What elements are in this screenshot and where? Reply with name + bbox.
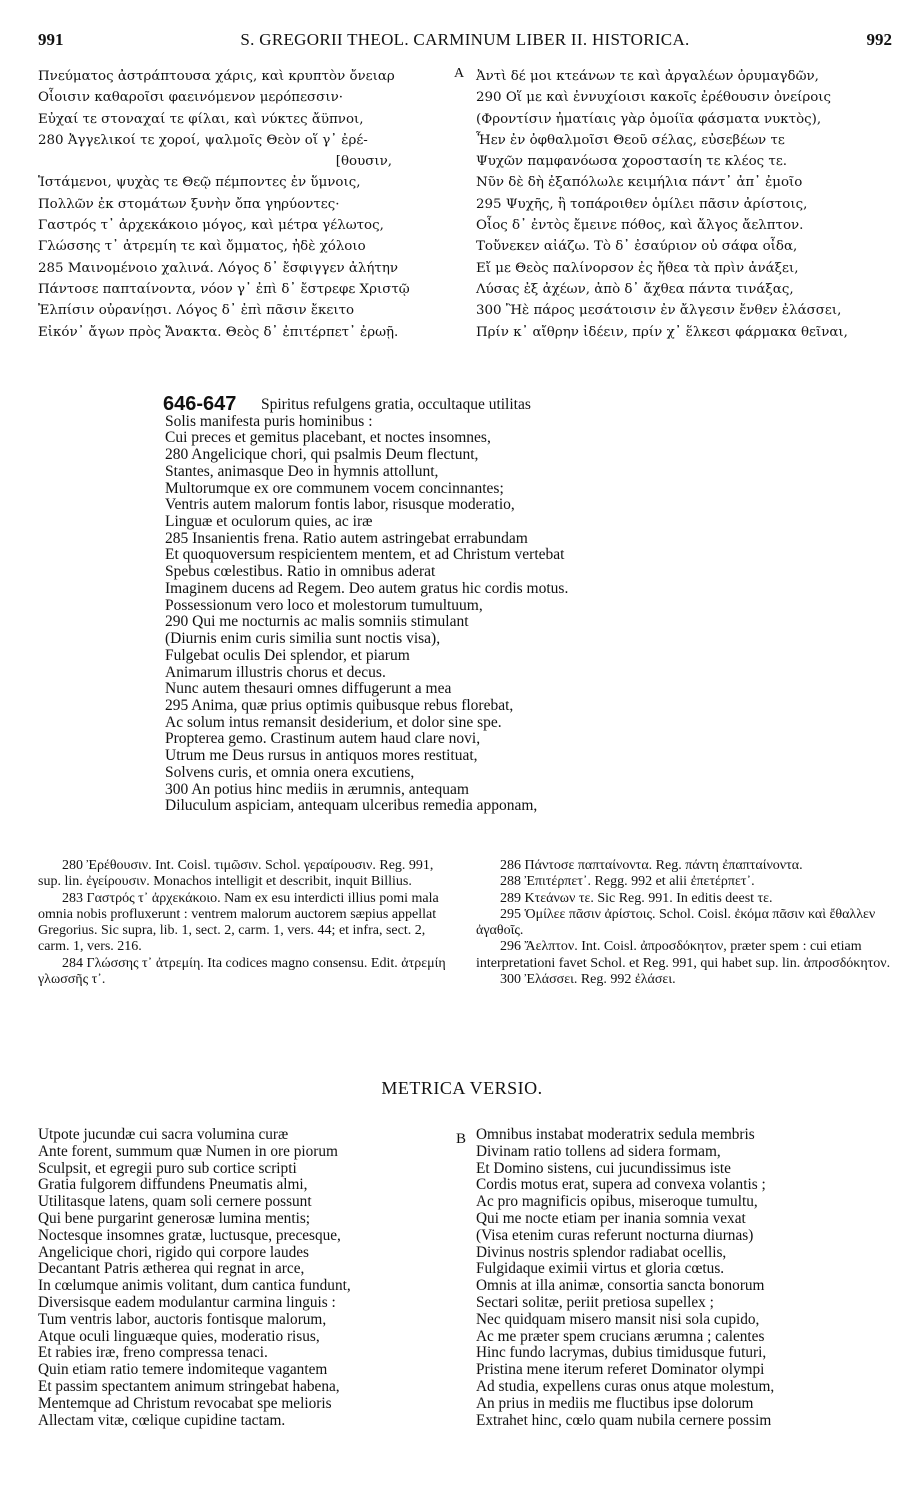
greek-line: Πνεύματος ἀστράπτουσα χάρις, καὶ κρυπτὸν ὄνειαρ: [38, 69, 395, 84]
verse-line: Sectari solitæ, periit pretiosa supellex ;: [476, 1293, 714, 1311]
greek-line: [θουσιν,: [335, 154, 392, 170]
greek-line: 280 Ἀγγελικοί τε χοροί, ψαλμοῖς Θεὸν οἵ γ᾽ ἐρέ-: [38, 132, 368, 148]
verse-line: Ac pro magnificis opibus, miseroque tumultu,: [476, 1193, 758, 1211]
latin-line: Cui preces et gemitus placebant, et noctes insomnes,: [165, 429, 491, 447]
footnote: 286 Πάντοσε παπταίνοντα. Reg. πάντη ἐπαπταίνοντα.: [500, 858, 803, 873]
greek-line: 285 Μαινομένοιο χαλινά. Λόγος δ᾽ ἔσφιγγεν ἀλήτην: [38, 260, 399, 276]
greek-line: Ἦεν ἐν ὀφθαλμοῖσι Θεοῦ σέλας, εὐσεβέων τε: [476, 132, 785, 148]
verse-line: Noctesque insomnes gratæ, luctusque, precesque,: [38, 1226, 341, 1244]
verse-line: Extrahet hinc, cœlo quam nubila cernere possim: [476, 1411, 772, 1429]
verse-line: Nec quidquam misero mansit nisi sola cupido,: [476, 1310, 760, 1328]
verse-line: Utilitasque latens, quam soli cernere possunt: [38, 1193, 312, 1211]
verse-line: Utpote jucundæ cui sacra volumina curæ: [38, 1126, 289, 1143]
verse-line: Divinus nostris splendor radiabat ocellis,: [476, 1243, 727, 1261]
running-title: S. GREGORII THEOL. CARMINUM LIBER II. HISTORICA.: [240, 30, 690, 49]
latin-line: 280 Angelicique chori, qui psalmis Deum flectunt,: [165, 446, 479, 464]
greek-line: 295 Ψυχῆς, ἣ τοπάροιθεν ὁμίλει πᾶσιν ἀρίστοις,: [476, 196, 808, 212]
verse-line: Decantant Patris æthereа qui regnat in arce,: [38, 1260, 305, 1278]
latin-line: 290 Qui me nocturnis ac malis somniis stimulant: [165, 613, 469, 631]
footnote: 280 Ἐρέθουσιν. Int. Coisl. τιμῶσιν. Schol. γεραίρουσιν. Reg. 991, sup. lin. ἐγείρουσιν. Monachos intelligit et describit, inquit Billius.: [38, 858, 434, 890]
latin-line: Fulgebat oculis Dei splendor, et piarum: [165, 646, 410, 664]
greek-line: Ἐλπίσιν οὐρανίῃσι. Λόγος δ᾽ ἐπὶ πᾶσιν ἔκειτο: [38, 303, 355, 319]
latin-line: 285 Insanientis frena. Ratio autem astringebat errabundam: [165, 529, 528, 547]
footnote: 296 Ἄελπτον. Int. Coisl. ἀπροσδόκητον, præter spem : cui etiam interpretationi favet Schol. et Reg. 991, qui habet sup. lin. ἀπροσδόκητον.: [476, 939, 891, 971]
footnote: 295 Ὁμίλεε πᾶσιν ἀρίστοις. Schol. Coisl. ἐκόμα πᾶσιν καὶ ἔθαλλεν ἀγαθοῖς.: [476, 906, 876, 939]
verse-line: Ad studia, expellens curas onus atque molestum,: [476, 1377, 775, 1395]
latin-line: Spebus cœlestibus. Ratio in omnibus aderat: [165, 563, 436, 581]
latin-line: Imaginem ducens ad Regem. Deo autem gratus hic cordis motus.: [165, 579, 569, 597]
latin-line: Propterea gemo. Crastinum autem haud clare novi,: [165, 730, 481, 748]
verse-line: Gratia fulgorem diffundens Pneumatis almi,: [38, 1176, 308, 1194]
greek-line: Οἶος δ᾽ ἐντὸς ἔμεινε πόθος, καὶ ἄλγος ἄελπτον.: [476, 218, 804, 234]
greek-line: 300 Ἢὲ πάρος μεσάτοισιν ἐν ἄλγεσιν ἔνθεν ἐλάσσει,: [476, 303, 842, 319]
greek-line: (Φροντίσιν ἠματίαις γὰρ ὁμοίϊα φάσματα νυκτὸς),: [476, 111, 822, 127]
verse-line: Sculpsit, et egregii puro sub cortice scripti: [38, 1159, 297, 1177]
footnote: 283 Γαστρός τ᾽ ἀρχεκάκοιο. Nam ex esu interdicti illius pomi mala omnia nobis profluxerunt : ventrem malorum auctorem sæpius appellat Gregorius. Sic supra, lib. 1, sect. 2, carm. 1, vers. 44; et infra, sect. 2, carm. 1, vers. 216.: [38, 890, 439, 955]
greek-text-right-column: [476, 66, 896, 343]
greek-line: 290 Οἵ με καὶ ἐννυχίοισι κακοῖς ἐρέθουσιν ὀνείροις: [476, 90, 832, 106]
latin-translation: [165, 397, 665, 815]
verse-line: An prius in mediis me fluctibus ipse dolorum: [476, 1394, 754, 1412]
verse-line: Et Domino sistens, cui jucundissimus iste: [476, 1159, 731, 1177]
page-header: [38, 30, 892, 54]
metrica-right-column: [476, 1127, 774, 1429]
marginal-letter-a: A: [454, 66, 465, 81]
verse-line: In cœlumque animis volitant, dum cantica fundunt,: [38, 1277, 351, 1295]
greek-line: Ψυχῶν παμφανόωσα χοροστασίη τε κλέος τε.: [476, 154, 788, 170]
greek-line: Πολλῶν ἐκ στομάτων ξυνὴν ὄπα γηρύοντες·: [38, 196, 340, 212]
verse-line: Omnis at illa animæ, consortia sancta bonorum: [476, 1277, 765, 1295]
greek-line: Γλώσσης τ᾽ ἀτρεμίη τε καὶ ὄμματος, ἠδὲ χόλοιο: [38, 239, 366, 255]
latin-line: Ventris autem malorum fontis labor, risusque moderatio,: [165, 496, 515, 514]
page-number-left: 991: [38, 30, 64, 49]
marginal-letter-b: B: [456, 1131, 467, 1147]
verse-line: Fulgidaque eximii virtus et gloria cœtus.: [476, 1260, 725, 1278]
greek-line: Οἷοισιν καθαροῖσι φαεινόμενον μερόπεσσιν·: [38, 90, 343, 106]
latin-line: (Diurnis enim curis similia sunt noctis visa),: [165, 630, 441, 648]
latin-line: Linguæ et oculorum quies, ac iræ: [165, 513, 373, 531]
greek-line: Ἱστάμενοι, ψυχὰς τε Θεῷ πέμποντες ἐν ὕμνοις,: [38, 175, 361, 191]
verse-line: Qui bene purgarint generosæ lumina mentis;: [38, 1209, 311, 1227]
verse-line: Diversisque eadem modulantur carmina linguis :: [38, 1293, 336, 1311]
verse-line: Allectam vitæ, cœlique cupidine tactam.: [38, 1411, 286, 1429]
latin-line: Solvens curis, et omnia onera excutiens,: [165, 763, 415, 781]
latin-line: Nunc autem thesauri omnes diffugerunt a mea: [165, 680, 452, 698]
latin-line: Utrum me Deus rursus in antiquos mores restituat,: [165, 747, 478, 765]
footnote: 284 Γλώσσης τ᾽ ἀτρεμίη. Ita codices magno consensu. Edit. ἀτρεμίη γλωσσῆς τ᾽.: [38, 955, 446, 988]
greek-line: Πάντοσε παπταίνοντα, νόον γ᾽ ἐπὶ δ᾽ ἔστρεφε Χριστῷ: [38, 281, 410, 297]
verse-line: Et passim spectantem animum stringebat habena,: [38, 1377, 340, 1395]
page-number-right: 992: [866, 30, 892, 49]
footnotes-left-column: [38, 858, 456, 988]
verse-line: Quin etiam ratio temere indomiteque vagantem: [38, 1361, 328, 1379]
verse-line: Ante forent, summum quæ Numen in ore piorum: [38, 1142, 338, 1160]
verse-line: Cordis motus erat, supera ad convexa volantis ;: [476, 1176, 766, 1194]
verse-line: Et rabies iræ, freno compressa tenaci.: [38, 1344, 268, 1362]
verse-line: Hinc fundo lacrymas, dubius timidusque futuri,: [476, 1344, 767, 1362]
verse-line: Qui me nocte etiam per inania somnia vexat: [476, 1209, 746, 1227]
verse-line: Omnibus instabat moderatrix sedula membris: [476, 1126, 755, 1143]
section-title: METRICA VERSIO.: [381, 1078, 543, 1098]
footnote: 300 Ἐλάσσει. Reg. 992 ἐλάσει.: [500, 972, 676, 988]
verse-line: Divinam ratio tollens ad sidera formam,: [476, 1142, 721, 1160]
latin-line: Diluculum aspiciam, antequam ulceribus remedia apponam,: [165, 797, 538, 815]
metrica-left-column: [38, 1127, 351, 1429]
verse-line: Pristina mene iterum referet Dominator olympi: [476, 1361, 765, 1379]
latin-line: Spiritus refulgens gratia, occultaque utilitas: [261, 396, 531, 413]
footnote: 289 Κτεάνων τε. Sic Reg. 991. In editis deest τε.: [500, 890, 773, 906]
latin-line: Animarum illustris chorus et decus.: [165, 663, 386, 681]
greek-line: Εἰκόν᾽ ἄγων πρὸς Ἄνακτα. Θεὸς δ᾽ ἐπιτέρπετ᾽ ἐρωῇ.: [38, 324, 399, 340]
greek-line: Τοὔνεκεν αἰάζω. Τὸ δ᾽ ἐσαύριον οὐ σάφα οἶδα,: [476, 239, 798, 255]
footnote: 288 Ἐπιτέρπετ᾽. Regg. 992 et alii ἐπετέρπετ᾽.: [500, 874, 755, 890]
greek-line: Ἀντὶ δέ μοι κτεάνων τε καὶ ἀργαλέων ὀρυμαγδῶν,: [476, 69, 819, 84]
greek-text-left-column: [38, 66, 458, 343]
latin-line: 300 An potius hinc mediis in ærumnis, antequam: [165, 780, 469, 798]
latin-page-numbers: 646-647: [163, 393, 237, 415]
latin-line: Multorumque ex ore communem vocem concinnantes;: [165, 479, 504, 497]
greek-line: Πρίν κ᾽ αἴθρην ἰδέειν, πρίν χ᾽ ἕλκεσι φάρμακα θεῖναι,: [476, 324, 848, 340]
latin-line: Et quoquoversum respicientem mentem, et ad Christum vertebat: [165, 546, 565, 564]
verse-line: Ac me præter spem crucians ærumna ; calentes: [476, 1327, 765, 1345]
verse-line: Angelicique chori, rigido qui corpore laudes: [38, 1243, 310, 1261]
greek-line: Εὐχαί τε στοναχαί τε φίλαι, καὶ νύκτες ἄϋπνοι,: [38, 111, 364, 127]
latin-line: Possessionum vero loco et molestorum tumultuum,: [165, 596, 483, 614]
footnotes-right-column: [476, 858, 894, 988]
latin-line: 295 Anima, quæ prius optimis quibusque rebus florebat,: [165, 696, 514, 714]
latin-line: Ac solum intus remansit desiderium, et dolor sine spe.: [165, 713, 502, 731]
verse-line: Mentemque ad Christum revocabat spe melioris: [38, 1394, 332, 1412]
verse-line: Tum ventris labor, auctoris fontisque malorum,: [38, 1310, 327, 1328]
latin-line: Solis manifesta puris hominibus :: [165, 412, 373, 430]
greek-line: Γαστρός τ᾽ ἀρχεκάκοιο μόγος, καὶ μέτρα γέλωτος,: [38, 218, 384, 234]
verse-line: Atque oculi linguæque quies, moderatio risus,: [38, 1327, 320, 1345]
greek-line: Νῦν δὲ δὴ ἐξαπόλωλε κειμήλια πάντ᾽ ἀπ᾽ ἐμοῖο: [476, 175, 803, 191]
latin-line: Stantes, animasque Deo in hymnis attollunt,: [165, 462, 439, 480]
verse-line: (Visa etenim curas referunt nocturna diurnas): [476, 1226, 754, 1244]
greek-line: Εἴ με Θεὸς παλίνορσον ἐς ἤθεα τὰ πρὶν ἀνάξει,: [476, 260, 799, 276]
greek-line: Λύσας ἐξ ἀχέων, ἀπὸ δ᾽ ἄχθεα πάντα τινάξας,: [476, 281, 794, 297]
